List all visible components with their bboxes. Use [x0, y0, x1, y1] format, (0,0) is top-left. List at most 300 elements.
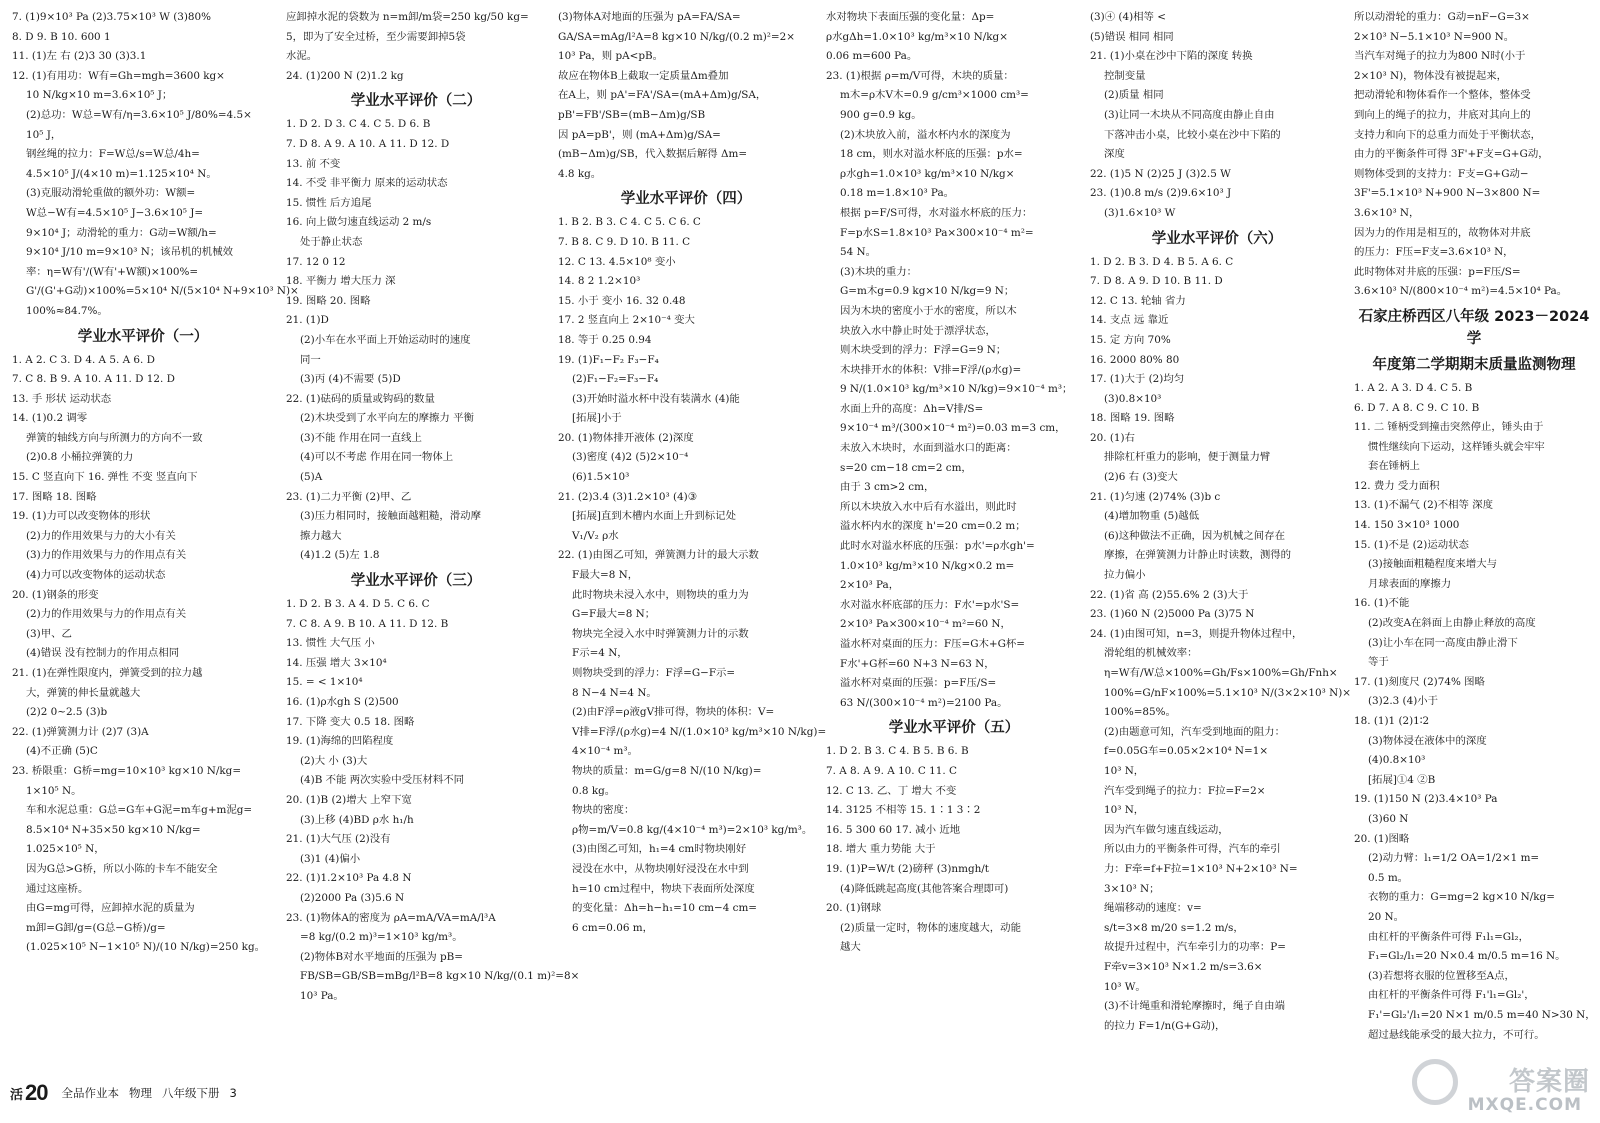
answer-column-6 [1354, 8, 1594, 1045]
answer-line: 绳端移动的速度：v= [1104, 902, 1202, 915]
answer-line: (2)物体B对水平地面的压强为 pB= [300, 950, 463, 963]
answer-line: 因 pA=pB'，则 (mA+Δm)g/SA= [558, 128, 721, 141]
answer-line: 摩擦，在弹簧测力计静止时读数，测得的 [1104, 549, 1292, 562]
answer-line: 10⁵ J， [26, 128, 62, 141]
answer-line: 100%≈84.7%。 [26, 304, 108, 317]
answer-line: 10³ N， [1104, 804, 1145, 817]
answer-line: 16. (1)ρ水gh S (2)500 [286, 696, 399, 708]
answer-line: 3.6×10³ N， [1354, 206, 1420, 219]
answer-line: 力：F牵=f+F拉=1×10³ N+2×10³ N= [1104, 862, 1298, 875]
answer-line: 溢水杯内水的深度 h'=20 cm=0.2 m； [840, 520, 1026, 533]
answer-line: 车和水泥总重：G总=G车+G泥=m车g+m泥g= [26, 804, 253, 817]
answer-line: 10 N/kg×10 m=3.6×10⁵ J； [26, 89, 173, 102]
answer-line: (2)2000 Pa (3)5.6 N [300, 891, 405, 904]
answer-line: 1×10⁵ N。 [26, 784, 82, 797]
answer-line: 8.5×10⁴ N+35×50 kg×10 N/kg= [26, 823, 201, 836]
answer-line: (2)质量一定时，物体的速度越大，动能 [840, 921, 1021, 934]
answer-line: (2)0.8 小桶拉弹簧的力 [26, 451, 134, 464]
answer-column-3 [558, 8, 827, 938]
answer-line: 13. (1)不漏气 (2)不相等 深度 [1354, 499, 1493, 512]
section-heading: 学业水平评价（一） [77, 328, 209, 345]
answer-line: 12. 费力 受力面积 [1354, 479, 1440, 492]
answer-line: 到向上的绳子的拉力，井底对其向上的 [1354, 108, 1531, 121]
answer-line: (3)让同一木块从不同高度由静止自由 [1104, 108, 1275, 121]
answer-line: 18. 图略 19. 图略 [1090, 412, 1175, 425]
answer-line: (6)1.5×10³ [572, 471, 630, 484]
answer-line: [拓展]①4 ②B [1368, 773, 1436, 786]
watermark-url: MXQE.COM [1467, 1095, 1582, 1115]
answer-line: 20. (1)B (2)增大 上窄下宽 [286, 793, 412, 806]
answer-line: 24. (1)200 N (2)1.2 kg [286, 69, 404, 82]
answer-line: (4)B 不能 两次实验中受压材料不同 [300, 774, 465, 787]
answer-line: 超过悬线能承受的最大拉力，不可行。 [1368, 1028, 1545, 1041]
answer-line: 21. (1)在弹性限度内，弹簧受到的拉力越 [12, 667, 203, 679]
answer-line: 21. (1)匀速 (2)74% (3)b c [1090, 490, 1221, 503]
answer-line: 17. 12 0 12 [286, 255, 346, 268]
answer-line: 12. (1)有用功：W有=Gh=mgh=3600 kg× [12, 69, 225, 82]
answer-line: F=p水S=1.8×10³ Pa×300×10⁻⁴ m²= [840, 226, 1034, 239]
answer-line: h=10 cm过程中，物块下表面所处深度 [572, 882, 755, 895]
answer-line: F₁=Gl₂/l₁=20 N×0.4 m/0.5 m=16 N。 [1368, 950, 1566, 963]
answer-line: 排除杠杆重力的影响，便于测量力臂 [1104, 451, 1271, 464]
answer-line: 16. 向上做匀速直线运动 2 m/s [286, 216, 432, 229]
answer-line: 21. (1)D [286, 314, 329, 327]
section-heading: 学业水平评价（三） [350, 573, 482, 590]
answer-line: 2×10³ Pa， [840, 579, 900, 592]
answer-line: G=m木g=0.9 kg×10 N/kg=9 N； [840, 285, 1015, 298]
answer-line: 7. D 8. A 9. D 10. B 11. D [1090, 275, 1223, 288]
answer-line: 深度 [1104, 148, 1125, 161]
answer-line: 22. (1)1.2×10³ Pa 4.8 N [286, 872, 412, 885]
answer-line: (4)降低跳起高度(其他答案合理即可) [840, 882, 1009, 895]
answer-line: 木块排开水的体积：V排=F浮/(ρ水g)= [840, 363, 1022, 376]
answer-line: 10³ Pa。 [300, 989, 344, 1002]
answer-line: 17. 2 竖直向上 2×10⁻⁴ 变大 [558, 314, 695, 327]
answer-line: 10³ N， [1104, 764, 1145, 777]
answer-line: 100%=G/nF×100%=5.1×10³ N/(3×2×10³ N)× [1104, 686, 1351, 699]
answer-line: 19. (1)P=W/t (2)磅秤 (3)nmgh/t [826, 862, 989, 875]
answer-line: 23. (1)物体A的密度为 ρA=mA/VA=mA/l³A [286, 911, 496, 924]
answer-line: (mB−Δm)g/SB，代入数据后解得 Δm= [558, 148, 748, 161]
answer-line: (2)改变A在斜面上由静止释放的高度 [1368, 617, 1536, 630]
answer-line: (3)物体浸在液体中的深度 [1368, 734, 1487, 747]
answer-line: (3)1.6×10³ W [1104, 206, 1176, 219]
answer-line: 因为木块的密度小于水的密度，所以木 [840, 304, 1017, 317]
answer-line: 月球表面的摩擦力 [1368, 577, 1452, 590]
answer-line: 9×10⁴ J；动滑轮的重力：G动=W额/h= [26, 226, 217, 239]
answer-line: (3)0.8×10³ [1104, 392, 1162, 405]
answer-line: 14. 3125 不相等 15. 1∶1 3∶2 [826, 804, 981, 817]
answer-line: 19. (1)力可以改变物体的形状 [12, 510, 151, 523]
page-footer [10, 1078, 247, 1108]
answer-line: 溢水杯对桌面的压强：p=F压/S= [840, 677, 997, 690]
answer-line: 15. C 竖直向下 16. 弹性 不变 竖直向下 [12, 471, 198, 484]
answer-line: 应卸掉水泥的袋数为 n=m卸/m袋=250 kg/50 kg= [286, 11, 529, 23]
answer-line: V₁/V₂ ρ水 [572, 529, 619, 542]
answer-line: 23. (1)60 N (2)5000 Pa (3)75 N [1090, 608, 1255, 621]
answer-line: 23. (1)根据 ρ=m/V可得，木块的质量： [826, 69, 1014, 82]
section-heading: 石家庄桥西区八年级 2023－2024 学 [1358, 308, 1590, 347]
answer-line: 同一 [300, 353, 321, 366]
answer-line: 900 g=0.9 kg。 [840, 108, 922, 121]
answer-line: (4)力可以改变物体的运动状态 [26, 569, 166, 582]
answer-line: 20. (1)钢条的形变 [12, 588, 99, 601]
answer-line: (2)2 0~2.5 (3)b [26, 706, 108, 719]
answer-line: 1.0×10³ kg/m³×10 N/kg×0.2 m= [840, 559, 1015, 572]
answer-line: 14. 支点 远 靠近 [1090, 314, 1169, 327]
answer-line: 1. B 2. B 3. C 4. C 5. C 6. C [558, 216, 701, 229]
answer-line: 下落冲击小桌，比较小桌在沙中下陷的 [1104, 128, 1281, 141]
answer-line: (3)甲、乙 [26, 627, 72, 640]
answer-line: 13. 前 不变 [286, 157, 341, 170]
answer-line: (3)物体A对地面的压强为 pA=FA/SA= [558, 11, 741, 23]
answer-line: 15. 定 方向 70% [1090, 333, 1171, 346]
answer-line: (2)木块受到了水平向左的摩擦力 平衡 [300, 412, 474, 425]
answer-line: (3)④ (4)相等 < [1090, 11, 1166, 23]
answer-line: 14. 150 3×10³ 1000 [1354, 519, 1460, 532]
answer-line: 7. D 8. A 9. A 10. A 11. D 12. D [286, 137, 450, 150]
subject-label: 物理 [129, 1086, 152, 1100]
answer-line: (3)开始时溢水杯中没有装满水 (4)能 [572, 392, 740, 405]
answer-line: 3.6×10³ N/(800×10⁻⁴ m²)=4.5×10⁴ Pa。 [1354, 285, 1568, 298]
answer-line: [拓展]小于 [572, 412, 622, 425]
answer-line: (3)压力相同时，接触面越粗糙，滑动摩 [300, 510, 481, 523]
answer-line: 14. (1)0.2 调零 [12, 412, 88, 425]
answer-line: 则木块受到的浮力：F浮=G=9 N； [840, 344, 1007, 357]
answer-line: 滑轮组的机械效率： [1104, 647, 1198, 660]
answer-line: 2×10³ N)，物体没有被提起来， [1354, 69, 1508, 82]
answer-line: 弹簧的轴线方向与所测力的方向不一致 [26, 431, 203, 444]
answer-line: 19. 图略 20. 图略 [286, 294, 371, 307]
answer-line: 通过这座桥。 [26, 882, 89, 895]
answer-line: 20. (1)右 [1090, 431, 1135, 444]
answer-line: 21. (2)3.4 (3)1.2×10³ (4)③ [558, 490, 698, 503]
answer-line: (2)由题意可知，汽车受到地面的阻力： [1104, 725, 1285, 738]
answer-line: 由于 3 cm>2 cm， [840, 481, 935, 494]
answer-line: 0.18 m=1.8×10³ Pa。 [840, 187, 955, 200]
answer-line: 套在锤柄上 [1368, 460, 1420, 473]
footer-badge: 活 [10, 1087, 24, 1103]
watermark-logo [1394, 1059, 1594, 1115]
answer-line: m木=ρ木V木=0.9 g/cm³×1000 cm³= [840, 89, 1029, 102]
answer-line: 1. D 2. B 3. C 4. B 5. B 6. B [826, 745, 969, 758]
answer-line: 由力的平衡条件可得 3F'+F支=G+G动， [1354, 148, 1549, 161]
answer-line: 由杠杆的平衡条件可得 F₁'l₁=Gl₂'， [1368, 989, 1535, 1002]
answer-line: 未放入木块时，水面到溢水口的距离： [840, 442, 1017, 455]
answer-line: 的变化量：Δh=h−h₁=10 cm−4 cm= [572, 902, 758, 915]
answer-line: 63 N/(300×10⁻⁴ m²)=2100 Pa。 [840, 696, 1008, 709]
answer-line: G'/(G'+G动)×100%=5×10⁴ N/(5×10⁴ N+9×10³ N)× [26, 285, 299, 298]
answer-line: 22. (1)由图乙可知，弹簧测力计的最大示数 [558, 549, 759, 562]
answer-line: 5，即为了安全过桥，至少需要卸掉5袋 [286, 30, 466, 43]
answer-line: 14. 不受 非平衡力 原来的运动状态 [286, 177, 448, 190]
answer-line: 控制变量 [1104, 69, 1146, 82]
page-number: 20 [25, 1080, 48, 1105]
answer-line: 18 cm，则水对溢水杯底的压强：p水= [840, 148, 1023, 161]
answer-line: 1. D 2. B 3. A 4. D 5. C 6. C [286, 598, 430, 611]
answer-line: 23. (1)0.8 m/s (2)9.6×10³ J [1090, 187, 1232, 200]
answer-line: 率：η=W有'/(W有'+W额)×100%= [26, 265, 199, 278]
answer-line: 13. 手 形状 运动状态 [12, 392, 112, 405]
answer-line: 19. (1)150 N (2)3.4×10³ Pa [1354, 793, 1498, 806]
answer-line: 12. C 13. 4.5×10⁸ 变小 [558, 255, 676, 268]
answer-line: 19. (1)海绵的凹陷程度 [286, 735, 394, 748]
answer-line: 7. (1)9×10³ Pa (2)3.75×10³ W (3)80% [12, 11, 212, 23]
section-heading: 年度第二学期期末质量监测物理 [1372, 356, 1576, 373]
answer-line: 则物块受到的浮力：F浮=G−F示= [572, 667, 736, 679]
answer-line: 水泥。 [286, 50, 318, 63]
answer-line: (4)错误 没有控制力的作用点相同 [26, 647, 180, 660]
answer-line: 16. (1)不能 [1354, 597, 1410, 610]
section-heading: 学业水平评价（二） [350, 93, 482, 110]
answer-line: 浸没在水中，从物块刚好浸没在水中到 [572, 862, 749, 875]
answer-line: 3×10³ N； [1104, 882, 1160, 895]
answer-line: 因为G总>G桥，所以小陈的卡车不能安全 [26, 862, 218, 875]
answer-line: 大，弹簧的伸长量就越大 [26, 686, 141, 699]
answer-line: FB/SB=GB/SB=mBg/l²B=8 kg×10 N/kg/(0.1 m)²=8× [300, 970, 580, 983]
answer-line: (3)60 N [1368, 812, 1409, 825]
answer-line: 此时物体对井底的压强：p=F压/S= [1354, 265, 1521, 278]
answer-line: 根据 p=F/S可得，水对溢水杯底的压力： [840, 206, 1033, 219]
answer-line: [拓展]直到木槽内水面上升到标记处 [572, 510, 736, 523]
answer-line: (3)接触面粗糙程度来增大与 [1368, 558, 1498, 571]
answer-line: 此时水对溢水杯底的压强：p水'=ρ水gh'= [840, 540, 1035, 553]
answer-line: ρ水gh=1.0×10³ kg/m³×10 N/kg× [840, 167, 1015, 180]
answer-line: (2)大 小 (3)大 [300, 754, 368, 767]
answer-line: 的压力：F压=F支=3.6×10³ N， [1354, 246, 1514, 259]
answer-line: 汽车受到绳子的拉力：F拉=F=2× [1104, 784, 1266, 797]
answer-line: 18. 增大 重力势能 大于 [826, 843, 936, 856]
answer-line: 8. D 9. B 10. 600 1 [12, 30, 111, 43]
answer-line: 18. 平衡力 增大压力 深 [286, 275, 396, 288]
answer-line: (6)这种做法不正确，因为机械之间存在 [1104, 529, 1285, 542]
answer-line: (5)A [300, 471, 323, 484]
section-heading: 学业水平评价（六） [1151, 230, 1283, 247]
answer-line: 4×10⁻⁴ m³。 [572, 745, 638, 758]
answer-line: (5)错误 相同 相同 [1090, 30, 1174, 43]
answer-line: 10³ Pa，则 pA<pB。 [558, 50, 664, 63]
answer-line: 17. 下降 变大 0.5 18. 图略 [286, 715, 415, 728]
answer-line: 水对物块下表面压强的变化量：Δp= [826, 11, 995, 23]
answer-line: 23. 桥限重：G桥=mg=10×10³ kg×10 N/kg= [12, 764, 242, 777]
answer-line: 物块的质量：m=G/g=8 N/(10 N/kg)= [572, 764, 762, 777]
answer-line: 17. 图略 18. 图略 [12, 490, 97, 503]
answer-line: 16. 2000 80% 80 [1090, 353, 1180, 366]
answer-line: 7. C 8. A 9. B 10. A 11. D 12. B [286, 617, 449, 630]
answer-line: 则物体受到的支持力：F支=G+G动− [1354, 167, 1529, 180]
answer-line: 1.025×10⁵ N， [26, 843, 105, 856]
answer-line: 0.5 m。 [1368, 871, 1409, 884]
answer-line: (2)质量 相同 [1104, 89, 1164, 102]
answer-line: 21. (1)小桌在沙中下陷的深度 转换 [1090, 50, 1253, 63]
answer-line: 物块的密度： [572, 804, 635, 817]
answer-line: (1.025×10⁵ N−1×10⁵ N)/(10 N/kg)=250 kg。 [26, 941, 265, 954]
watermark-ring-icon [1412, 1059, 1458, 1105]
answer-line: 处于静止状态 [300, 235, 363, 248]
answer-line: G=F最大=8 N； [572, 608, 656, 621]
answer-line: 9 N/(1.0×10³ kg/m³×10 N/kg)=9×10⁻⁴ m³； [840, 383, 1073, 396]
answer-line: 越大 [840, 941, 861, 954]
answer-line: 擦力越大 [300, 529, 342, 542]
answer-line: 钢丝绳的拉力：F=W总/s=W总/4h= [26, 148, 200, 161]
answer-line: 13. 惯性 大气压 小 [286, 637, 375, 650]
answer-line: η=W有/W总×100%=Gh/Fs×100%=Gh/Fnh× [1104, 667, 1338, 679]
answer-line: (4)0.8×10³ [1368, 754, 1426, 767]
answer-line: (3)1 (4)偏小 [300, 852, 361, 865]
answer-line: (3)木块的重力： [840, 265, 918, 278]
answer-line: 1. A 2. A 3. D 4. C 5. B [1354, 381, 1473, 394]
answer-line: (3)让小车在同一高度由静止滑下 [1368, 636, 1518, 649]
answer-line: =8 kg/(0.2 m)³=1×10³ kg/m³。 [300, 931, 463, 944]
answer-line: m卸=G卸/g=(G总−G桥)/g= [26, 921, 166, 934]
answer-line: 11. (1)左 右 (2)3 30 (3)3.1 [12, 50, 147, 63]
answer-column-4 [826, 8, 1082, 958]
answer-line: 因为力的作用是相互的，故物体对井底 [1354, 226, 1531, 239]
answer-line: F最大=8 N， [572, 569, 639, 582]
answer-line: 9×10⁻⁴ m³/(300×10⁻⁴ m²)=0.03 m=3 cm， [840, 422, 1066, 435]
answer-line: 20. (1)图略 [1354, 832, 1410, 845]
answer-line: 由杠杆的平衡条件可得 F₁l₁=Gl₂， [1368, 930, 1529, 943]
answer-line: (3)克服动滑轮重做的额外功：W额= [26, 187, 196, 200]
answer-line: s=20 cm−18 cm=2 cm， [840, 461, 972, 474]
answer-line: 惯性继续向下运动，这样锤头就会牢牢 [1368, 440, 1545, 453]
answer-line: 的拉力 F=1/n(G+G动)， [1104, 1019, 1226, 1032]
answer-line: (2)F₁−F₂=F₃−F₄ [572, 373, 659, 386]
answer-line: (2)6 右 (3)变大 [1104, 471, 1178, 484]
answer-line: 所以动滑轮的重力：G动=nF−G=3× [1354, 11, 1530, 23]
answer-line: ρ水gΔh=1.0×10³ kg/m³×10 N/kg× [826, 30, 1008, 43]
answer-line: (4)可以不考虑 作用在同一物体上 [300, 451, 454, 464]
answer-line: 拉力偏小 [1104, 569, 1146, 582]
answer-line: 11. 二 锤柄受到撞击突然停止，锤头由于 [1354, 421, 1544, 434]
answer-line: 水对溢水杯底部的压力：F水'=p水'S= [840, 598, 1020, 611]
answer-line: (3)上移 (4)BD ρ水 h₁/h [300, 813, 414, 826]
answer-line: 12. C 13. 轮轴 省力 [1090, 294, 1186, 307]
answer-line: 2×10³ N−5.1×10³ N=900 N。 [1354, 30, 1515, 43]
answer-line: ρ物=m/V=0.8 kg/(4×10⁻⁴ m³)=2×10³ kg/m³。 [572, 823, 813, 836]
answer-line: 0.06 m=600 Pa。 [826, 50, 918, 63]
answer-line: (3)不计绳重和滑轮摩擦时，绳子自由端 [1104, 1000, 1285, 1013]
answer-line: 衣物的重力：G=mg=2 kg×10 N/kg= [1368, 891, 1555, 904]
answer-line: 17. (1)大于 (2)均匀 [1090, 373, 1185, 386]
answer-line: 1. D 2. B 3. D 4. B 5. A 6. C [1090, 255, 1234, 268]
answer-line: 7. C 8. B 9. A 10. A 11. D 12. D [12, 373, 175, 386]
answer-line: 10³ W。 [1104, 980, 1146, 993]
answer-line: 6 cm=0.06 m， [572, 921, 653, 934]
answer-line: 15. 小于 变小 16. 32 0.48 [558, 294, 686, 307]
answer-line: 22. (1)5 N (2)25 J (3)2.5 W [1090, 167, 1231, 180]
answer-line: pB'=FB'/SB=(mB−Δm)g/SB [558, 108, 706, 121]
answer-line: (2)小车在水平面上开始运动时的速度 [300, 333, 471, 346]
answer-line: 等于 [1368, 656, 1389, 669]
answer-line: 0.8 kg。 [572, 784, 616, 797]
answer-line: F₁'=Gl₂'/l₁=20 N×1 m/0.5 m=40 N>30 N， [1368, 1008, 1596, 1021]
answer-line: 7. B 8. C 9. D 10. B 11. C [558, 235, 691, 248]
answer-line: 20. (1)物体排开液体 (2)深度 [558, 431, 694, 444]
answer-line: 8 N−4 N=4 N。 [572, 686, 657, 699]
answer-line: 6. D 7. A 8. C 9. C 10. B [1354, 401, 1480, 414]
watermark-text: 答案圈 [1508, 1067, 1590, 1097]
answer-line: 15. 惯性 后方追尾 [286, 196, 372, 209]
answer-line: (3)丙 (4)不需要 (5)D [300, 373, 401, 386]
answer-line: 故应在物体B上截取一定质量Δm叠加 [558, 69, 729, 82]
answer-line: 12. C 13. 乙、丁 增大 不变 [826, 784, 957, 797]
answer-line: 19. (1)F₁−F₂ F₃−F₄ [558, 353, 659, 366]
answer-line: 21. (1)大气压 (2)没有 [286, 833, 391, 846]
answer-line: (3)力的作用效果与力的作用点有关 [26, 549, 187, 562]
answer-line: 22. (1)弹簧测力计 (2)7 (3)A [12, 725, 149, 738]
answer-line: 16. 5 300 60 17. 减小 近地 [826, 823, 961, 836]
answer-line: (3)若想将衣服的位置移至A点， [1368, 969, 1515, 982]
answer-line: 由G=mg可得，应卸掉水泥的质量为 [26, 902, 195, 915]
answer-line: 2×10³ Pa×300×10⁻⁴ m²=60 N， [840, 618, 1011, 631]
answer-line: 15. (1)不是 (2)运动状态 [1354, 538, 1469, 551]
answer-line: 18. 等于 0.25 0.94 [558, 333, 652, 346]
answer-line: GA/SA=mAg/l²A=8 kg×10 N/kg/(0.2 m)²=2× [558, 30, 795, 43]
answer-line: 15. = < 1×10⁴ [286, 676, 363, 689]
answer-line: W总−W有=4.5×10⁵ J−3.6×10⁵ J= [26, 206, 204, 219]
answer-line: 100%=85%。 [1104, 706, 1176, 719]
answer-line: (4)增加物重 (5)越低 [1104, 510, 1200, 523]
answer-line: 所以由力的平衡条件可得，汽车的牵引 [1104, 843, 1281, 856]
answer-line: F示=4 N， [572, 647, 628, 660]
answer-line: 此时物块未浸入水中，则物块的重力为 [572, 588, 749, 601]
answer-line: (4)1.2 (5)左 1.8 [300, 549, 380, 562]
answer-line: 1. A 2. C 3. D 4. A 5. A 6. D [12, 353, 155, 366]
answer-line: 54 N。 [840, 246, 877, 259]
answer-line: 所以木块放入水中后有水溢出，则此时 [840, 500, 1017, 513]
answer-line: 20. (1)钢球 [826, 902, 882, 915]
answer-line: F牵v=3×10³ N×1.2 m/s=3.6× [1104, 960, 1263, 973]
answer-line: (2)动力臂：l₁=1/2 OA=1/2×1 m= [1368, 852, 1540, 865]
answer-line: s/t=3×8 m/20 s=1.2 m/s， [1104, 921, 1244, 934]
section-heading: 学业水平评价（四） [620, 191, 752, 208]
answer-line: 在A上，则 pA'=FA'/SA=(mA+Δm)g/SA， [558, 89, 767, 102]
answer-line: 20 N。 [1368, 910, 1405, 923]
answer-line: (4)不正确 (5)C [26, 745, 98, 758]
answer-line: (2)木块放入前，溢水杯内水的深度为 [840, 128, 1011, 141]
answer-line: (2)由F浮=ρ液gV排可得，物块的体积：V= [572, 706, 775, 719]
answer-line: F水'+G杯=60 N+3 N=63 N， [840, 657, 995, 670]
answer-line: 当汽车对绳子的拉力为800 N时(小于 [1354, 50, 1526, 63]
answer-line: 1. D 2. D 3. C 4. C 5. D 6. B [286, 118, 431, 131]
grade-label: 八年级下册 [162, 1086, 220, 1100]
answer-line: 23. (1)二力平衡 (2)甲、乙 [286, 490, 412, 503]
book-title: 全品作业本 [61, 1086, 119, 1100]
answer-line: 因为汽车做匀速直线运动， [1104, 823, 1229, 836]
answer-line: 3F'=5.1×10³ N+900 N−3×800 N= [1354, 187, 1541, 200]
answer-line: 故提升过程中，汽车牵引力的功率：P= [1104, 941, 1286, 954]
answer-line: 22. (1)省 高 (2)55.6% 2 (3)大于 [1090, 588, 1249, 601]
answer-column-1 [12, 8, 299, 958]
answer-line: 溢水杯对桌面的压力：F压=G木+G杯= [840, 638, 1026, 650]
answer-line: 块放入水中静止时处于漂浮状态， [840, 324, 996, 337]
answer-line: (3)2.3 (4)小于 [1368, 695, 1439, 708]
answer-line: 18. (1)1 (2)1∶2 [1354, 715, 1430, 727]
answer-line: (3)不能 作用在同一直线上 [300, 431, 422, 444]
answer-line: (2)力的作用效果与力的大小有关 [26, 529, 176, 542]
answer-line: 9×10⁴ J/10 m=9×10³ N；该吊机的机械效 [26, 246, 233, 259]
answer-line: 支持力和向下的总重力而处于平衡状态， [1354, 128, 1542, 141]
answer-line: 物块完全浸入水中时弹簧测力计的示数 [572, 627, 749, 640]
answer-line: 14. 压强 增大 3×10⁴ [286, 656, 387, 669]
answer-line: 4.5×10⁵ J/(4×10 m)=1.125×10⁴ N。 [26, 167, 217, 180]
answer-line: 4.8 kg。 [558, 167, 602, 180]
section-heading: 学业水平评价（五） [888, 720, 1020, 737]
answer-line: 17. (1)刻度尺 (2)74% 图略 [1354, 675, 1485, 688]
answer-line: 24. (1)由图可知，n=3，则提升物体过程中， [1090, 627, 1303, 640]
answer-line: 把动滑轮和物体看作一个整体，整体受 [1354, 89, 1531, 102]
